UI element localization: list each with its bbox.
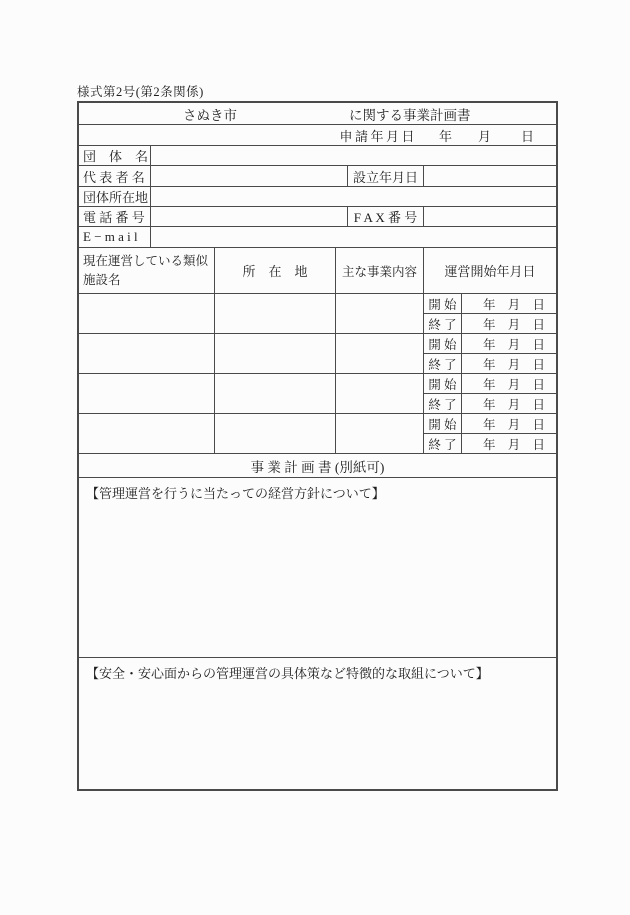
facility-business-cell bbox=[335, 374, 423, 413]
management-policy-section bbox=[79, 477, 556, 657]
facility-location-cell bbox=[214, 294, 335, 333]
facility-location-cell bbox=[214, 374, 335, 413]
end-label: 終 了 bbox=[428, 317, 457, 332]
end-subrow bbox=[424, 353, 556, 373]
month-unit: 月 bbox=[477, 128, 491, 144]
start-label: 開 始 bbox=[428, 377, 457, 392]
year-unit: 年 bbox=[438, 128, 452, 144]
month-unit: 月 bbox=[507, 317, 521, 332]
start-label: 開 始 bbox=[428, 337, 457, 352]
end-label: 終 了 bbox=[428, 437, 457, 452]
start-subrow bbox=[424, 294, 556, 313]
end-label: 終 了 bbox=[428, 357, 457, 372]
month-unit: 月 bbox=[507, 437, 521, 452]
title-city: さぬき市 bbox=[183, 107, 237, 123]
year-unit: 年 bbox=[483, 417, 496, 432]
start-label: 開 始 bbox=[428, 297, 457, 312]
month-unit: 月 bbox=[507, 397, 521, 412]
end-date-cell bbox=[461, 394, 556, 413]
facility-row bbox=[79, 413, 556, 453]
facility-location-cell bbox=[214, 414, 335, 453]
year-unit: 年 bbox=[483, 377, 496, 392]
day-unit: 日 bbox=[520, 128, 534, 144]
month-unit: 月 bbox=[507, 417, 521, 432]
end-subrow bbox=[424, 313, 556, 333]
month-unit: 月 bbox=[507, 337, 521, 352]
representative-row bbox=[79, 165, 556, 186]
start-label: 開 始 bbox=[428, 417, 457, 432]
start-subrow bbox=[424, 414, 556, 433]
day-unit: 日 bbox=[532, 437, 545, 452]
end-subrow bbox=[424, 393, 556, 413]
fax-label: F A X 番 号 bbox=[347, 207, 423, 226]
facility-business-cell bbox=[335, 294, 423, 333]
phone-label: 電 話 番 号 bbox=[83, 210, 145, 225]
end-date-cell bbox=[461, 354, 556, 373]
year-unit: 年 bbox=[483, 357, 496, 372]
established-date-field bbox=[423, 166, 556, 186]
facility-location-header: 所 在 地 bbox=[214, 248, 335, 293]
year-unit: 年 bbox=[483, 317, 496, 332]
address-field bbox=[150, 187, 556, 206]
representative-field bbox=[150, 166, 347, 186]
year-unit: 年 bbox=[483, 297, 496, 312]
start-date-cell bbox=[461, 294, 556, 313]
established-date-label: 設立年月日 bbox=[347, 166, 423, 186]
facility-row bbox=[79, 293, 556, 333]
group-name-label: 団 体 名 bbox=[83, 149, 149, 164]
month-unit: 月 bbox=[507, 297, 521, 312]
facility-name-header: 現在運営している類似施設名 bbox=[83, 253, 209, 287]
representative-label: 代 表 者 名 bbox=[83, 169, 145, 185]
fax-field bbox=[423, 207, 556, 226]
facility-dates-cell bbox=[423, 294, 556, 333]
facility-name-cell bbox=[79, 414, 214, 453]
facility-business-cell bbox=[335, 334, 423, 373]
facility-row bbox=[79, 333, 556, 373]
phone-row bbox=[79, 206, 556, 226]
form-number: 様式第2号(第2条関係) bbox=[77, 85, 204, 99]
facility-dates-cell bbox=[423, 334, 556, 373]
start-date-cell bbox=[461, 374, 556, 393]
month-unit: 月 bbox=[507, 377, 521, 392]
plan-heading-row: 事 業 計 画 書 (別紙可) bbox=[79, 453, 556, 477]
year-unit: 年 bbox=[483, 337, 496, 352]
email-field bbox=[150, 227, 556, 247]
email-label: E − m a i l bbox=[83, 229, 138, 244]
address-label: 団体所在地 bbox=[83, 190, 149, 205]
group-name-row bbox=[79, 145, 556, 165]
end-label: 終 了 bbox=[428, 397, 457, 412]
start-date-cell bbox=[461, 334, 556, 353]
end-date-cell bbox=[461, 434, 556, 453]
phone-field bbox=[150, 207, 347, 226]
day-unit: 日 bbox=[532, 377, 545, 392]
year-unit: 年 bbox=[483, 437, 496, 452]
day-unit: 日 bbox=[532, 357, 545, 372]
start-subrow bbox=[424, 334, 556, 353]
facility-row bbox=[79, 373, 556, 413]
email-row bbox=[79, 226, 556, 247]
business-plan-form-table bbox=[77, 101, 558, 791]
start-date-cell bbox=[461, 414, 556, 433]
facilities-header-row bbox=[79, 247, 556, 293]
day-unit: 日 bbox=[532, 417, 545, 432]
day-unit: 日 bbox=[532, 297, 545, 312]
application-date-row bbox=[79, 124, 556, 145]
start-subrow bbox=[424, 374, 556, 393]
management-policy-heading: 【管理運営を行うに当たっての経営方針について】 bbox=[86, 486, 385, 501]
facility-business-header: 主な事業内容 bbox=[335, 248, 423, 293]
facility-name-cell bbox=[79, 294, 214, 333]
facility-location-cell bbox=[214, 334, 335, 373]
year-unit: 年 bbox=[483, 397, 496, 412]
month-unit: 月 bbox=[507, 357, 521, 372]
end-date-cell bbox=[461, 314, 556, 333]
title-row bbox=[79, 103, 556, 124]
facility-name-cell bbox=[79, 334, 214, 373]
safety-measures-section bbox=[79, 657, 556, 789]
day-unit: 日 bbox=[532, 397, 545, 412]
facility-dates-cell bbox=[423, 374, 556, 413]
facility-business-cell bbox=[335, 414, 423, 453]
safety-measures-heading: 【安全・安心面からの管理運営の具体策など特徴的な取組について】 bbox=[86, 666, 489, 681]
day-unit: 日 bbox=[532, 337, 545, 352]
group-name-field bbox=[150, 146, 556, 165]
day-unit: 日 bbox=[532, 317, 545, 332]
facility-name-cell bbox=[79, 374, 214, 413]
facility-dates-cell bbox=[423, 414, 556, 453]
end-subrow bbox=[424, 433, 556, 453]
application-date-label: 申請年月日 bbox=[339, 128, 417, 144]
address-row bbox=[79, 186, 556, 206]
title-suffix: に関する事業計画書 bbox=[349, 107, 471, 123]
facility-opendate-header: 運営開始年月日 bbox=[423, 248, 556, 293]
